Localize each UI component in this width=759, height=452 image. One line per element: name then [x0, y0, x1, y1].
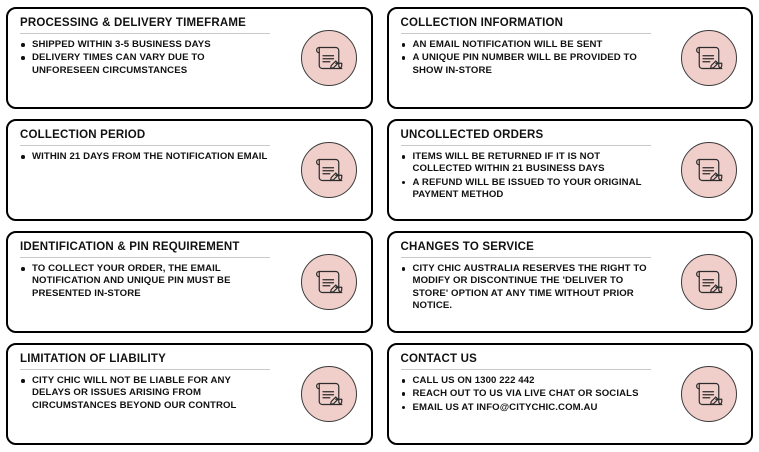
card-cell-5: [6, 228, 373, 340]
card-title: COLLECTION INFORMATION: [401, 17, 651, 34]
card-bullet: CITY CHIC AUSTRALIA RESERVES THE RIGHT TO MODIFY OR DISCONTINUE THE 'DELIVER TO STORE' OPTION AT ANY TIME WITHOUT PRIOR NOTICE.: [401, 263, 653, 312]
card-bullet: REACH OUT TO US VIA LIVE CHAT OR SOCIALS: [401, 388, 653, 400]
scroll-document-icon: [301, 142, 357, 198]
info-card: [387, 7, 754, 109]
card-bullet-list: [401, 39, 653, 78]
card-cell-6: [387, 228, 754, 340]
card-bullet: DELIVERY TIMES CAN VARY DUE TO UNFORESEEN CIRCUMSTANCES: [20, 52, 272, 76]
card-bullet: ITEMS WILL BE RETURNED IF IT IS NOT COLLECTED WITHIN 21 BUSINESS DAYS: [401, 151, 653, 175]
card-title: COLLECTION PERIOD: [20, 129, 270, 146]
card-bullet-list: [401, 263, 653, 313]
card-title: LIMITATION OF LIABILITY: [20, 353, 270, 370]
card-bullet: TO COLLECT YOUR ORDER, THE EMAIL NOTIFICATION AND UNIQUE PIN MUST BE PRESENTED IN-STORE: [20, 263, 272, 300]
card-cell-2: [387, 4, 754, 116]
card-cell-8: [387, 340, 754, 452]
info-card: [6, 231, 373, 333]
card-bullet: SHIPPED WITHIN 3-5 BUSINESS DAYS: [20, 39, 272, 51]
info-card: [6, 119, 373, 221]
card-cell-4: [387, 116, 754, 228]
info-card: [6, 343, 373, 445]
card-bullet-list: [20, 375, 272, 413]
card-cell-7: [6, 340, 373, 452]
card-bullet: CITY CHIC WILL NOT BE LIABLE FOR ANY DELAYS OR ISSUES ARISING FROM CIRCUMSTANCES BEYOND OUR CONTROL: [20, 375, 272, 412]
card-bullet-list: [20, 151, 272, 164]
card-cell-3: [6, 116, 373, 228]
info-card: [387, 343, 754, 445]
card-cell-1: [6, 4, 373, 116]
card-title: PROCESSING & DELIVERY TIMEFRAME: [20, 17, 270, 34]
scroll-document-icon: [301, 254, 357, 310]
card-bullet-list: [20, 39, 272, 78]
card-bullet: A REFUND WILL BE ISSUED TO YOUR ORIGINAL PAYMENT METHOD: [401, 177, 653, 201]
scroll-document-icon: [681, 142, 737, 198]
card-bullet: A UNIQUE PIN NUMBER WILL BE PROVIDED TO SHOW IN-STORE: [401, 52, 653, 76]
info-card: [6, 7, 373, 109]
scroll-document-icon: [681, 30, 737, 86]
card-bullet-list: [401, 151, 653, 202]
info-card: [387, 231, 754, 333]
info-card: [387, 119, 754, 221]
card-title: CHANGES TO SERVICE: [401, 241, 651, 258]
card-title: UNCOLLECTED ORDERS: [401, 129, 651, 146]
scroll-document-icon: [681, 366, 737, 422]
scroll-document-icon: [681, 254, 737, 310]
card-bullet: AN EMAIL NOTIFICATION WILL BE SENT: [401, 39, 653, 51]
card-title: IDENTIFICATION & PIN REQUIREMENT: [20, 241, 270, 258]
card-bullet-list: [401, 375, 653, 415]
card-bullet: WITHIN 21 DAYS FROM THE NOTIFICATION EMAIL: [20, 151, 272, 163]
scroll-document-icon: [301, 30, 357, 86]
card-title: CONTACT US: [401, 353, 651, 370]
card-bullet: CALL US ON 1300 222 442: [401, 375, 653, 387]
card-bullet: EMAIL US AT INFO@CITYCHIC.COM.AU: [401, 402, 653, 414]
scroll-document-icon: [301, 366, 357, 422]
card-bullet-list: [20, 263, 272, 301]
